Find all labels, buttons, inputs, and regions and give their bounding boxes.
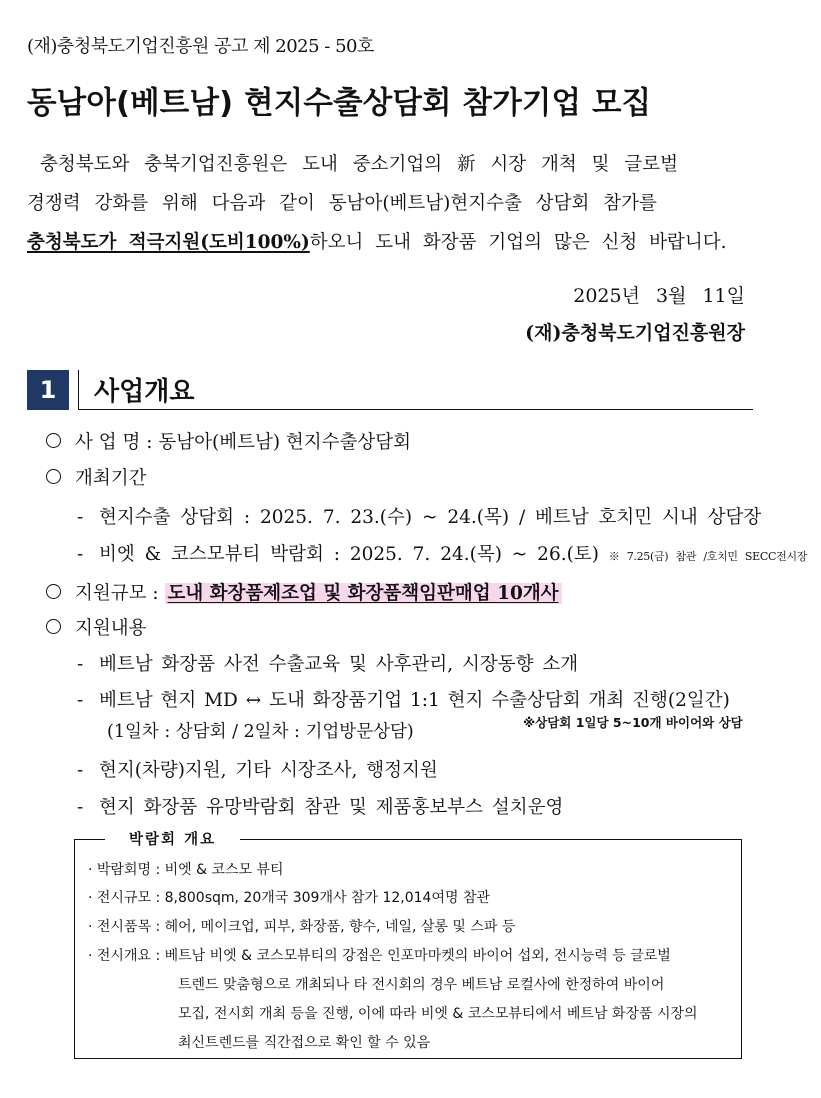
exhibition-row-continuation: 모집, 전시회 개최 등을 진행, 이에 따라 비엣 & 코스모뷰티에서 베트남 화장품 시장의 xyxy=(178,1006,698,1022)
period-label: 개최기간 xyxy=(75,468,147,489)
exhibition-box-title: 박람회 개요 xyxy=(105,828,240,849)
exhibition-row-label: · 전시품목 : xyxy=(88,919,161,935)
intro-line-3-rest: 하오니 도내 화장품 기업의 많은 신청 바랍니다. xyxy=(309,232,727,253)
business-name-value: 동남아(베트남) 현지수출상담회 xyxy=(158,432,412,453)
support-item xyxy=(77,793,563,819)
section-title: 사업개요 xyxy=(94,377,195,407)
support-item-text: 베트남 화장품 사전 수출교육 및 사후관리, 시장동향 소개 xyxy=(99,654,579,675)
circle-bullet-icon xyxy=(46,469,61,484)
intro-emphasis: 충청북도가 적극지원(도비100%) xyxy=(27,232,310,253)
exhibition-row-continuation: 최신트렌드를 직간접으로 확인 할 수 있음 xyxy=(178,1035,431,1051)
support-scale-row xyxy=(46,579,562,605)
support-content-row xyxy=(46,614,146,640)
exhibition-row xyxy=(88,856,284,884)
exhibition-row-continuation: 트렌드 맞춤형으로 개최되나 타 전시회의 경우 베트남 로컬사에 한정하여 바이어 xyxy=(178,977,665,993)
exhibition-row xyxy=(88,913,515,941)
support-item-subtext: (1일차 : 상담회 / 2일차 : 기업방문상담) xyxy=(107,722,414,742)
dash-bullet: - xyxy=(77,544,84,565)
dash-bullet: - xyxy=(77,797,84,818)
section-number-badge: 1 xyxy=(27,370,69,410)
circle-bullet-icon xyxy=(46,619,61,634)
exhibition-row-label: · 박람회명 : xyxy=(88,862,161,878)
exhibition-row-value: 8,800sqm, 20개국 309개사 참가 12,014여명 참관 xyxy=(164,890,490,906)
business-name-label: 사 업 명 : xyxy=(75,432,153,453)
business-name-row xyxy=(46,428,411,454)
exhibition-row-value: 비엣 & 코스모 뷰티 xyxy=(164,862,284,878)
intro-line-3 xyxy=(27,228,726,254)
support-item xyxy=(77,686,730,712)
intro-line-1: 충청북도와 충북기업진흥원은 도내 중소기업의 新 시장 개척 및 글로벌 xyxy=(40,154,678,175)
issuer-name: (재)충청북도기업진흥원장 xyxy=(525,322,745,344)
support-item-text: 베트남 현지 MD ↔ 도내 화장품기업 1:1 현지 수출상담회 개최 진행(2일간) xyxy=(99,690,730,711)
period-item-text: 비엣 & 코스모뷰티 박람회 : 2025. 7. 24.(목) ~ 26.(토) xyxy=(99,544,599,565)
period-note: ※ 7.25(금) 참관 /호치민 SECC전시장 xyxy=(608,550,808,563)
intro-line-2: 경쟁력 강화를 위해 다음과 같이 동남아(베트남)현지수출 상담회 참가를 xyxy=(27,193,657,214)
period-item xyxy=(77,540,807,566)
exhibition-row-label: · 전시규모 : xyxy=(88,890,161,906)
period-row xyxy=(46,464,146,490)
support-item-note: ※상담회 1일당 5~10개 바이어와 상담 xyxy=(523,715,743,730)
circle-bullet-icon xyxy=(46,433,61,448)
support-item xyxy=(77,650,578,676)
support-content-label: 지원내용 xyxy=(75,618,147,639)
exhibition-row-value: 베트남 비엣 & 코스모뷰티의 강점은 인포마마켓의 바이어 섭외, 전시능력 등 글로벌 xyxy=(164,948,671,964)
period-item xyxy=(77,503,761,529)
support-item-text: 현지(차량)지원, 기타 시장조사, 행정지원 xyxy=(99,760,438,781)
section-divider xyxy=(78,370,79,410)
dash-bullet: - xyxy=(77,654,84,675)
dash-bullet: - xyxy=(77,690,84,711)
period-item-text: 현지수출 상담회 : 2025. 7. 23.(수) ~ 24.(목) / 베트남 호치민 시내 상담장 xyxy=(99,507,762,528)
support-scale-value: 도내 화장품제조업 및 화장품책임판매업 10개사 xyxy=(165,583,562,604)
dash-bullet: - xyxy=(77,507,84,528)
circle-bullet-icon xyxy=(46,584,61,599)
support-item-text: 현지 화장품 유망박람회 참관 및 제품홍보부스 설치운영 xyxy=(99,797,564,818)
exhibition-row xyxy=(88,942,671,970)
notice-number: (재)충청북도기업진흥원 공고 제 2025 - 50호 xyxy=(27,36,374,57)
dash-bullet: - xyxy=(77,760,84,781)
support-scale-label: 지원규모 : xyxy=(75,583,159,604)
announcement-date: 2025년 3월 11일 xyxy=(573,285,745,307)
page-title: 동남아(베트남) 현지수출상담회 참가기업 모집 xyxy=(27,86,652,121)
support-item xyxy=(77,756,438,782)
exhibition-row-value: 헤어, 메이크업, 피부, 화장품, 향수, 네일, 살롱 및 스파 등 xyxy=(164,919,516,935)
exhibition-row xyxy=(88,884,490,912)
section-underline xyxy=(78,409,753,410)
exhibition-row-label: · 전시개요 : xyxy=(88,948,161,964)
